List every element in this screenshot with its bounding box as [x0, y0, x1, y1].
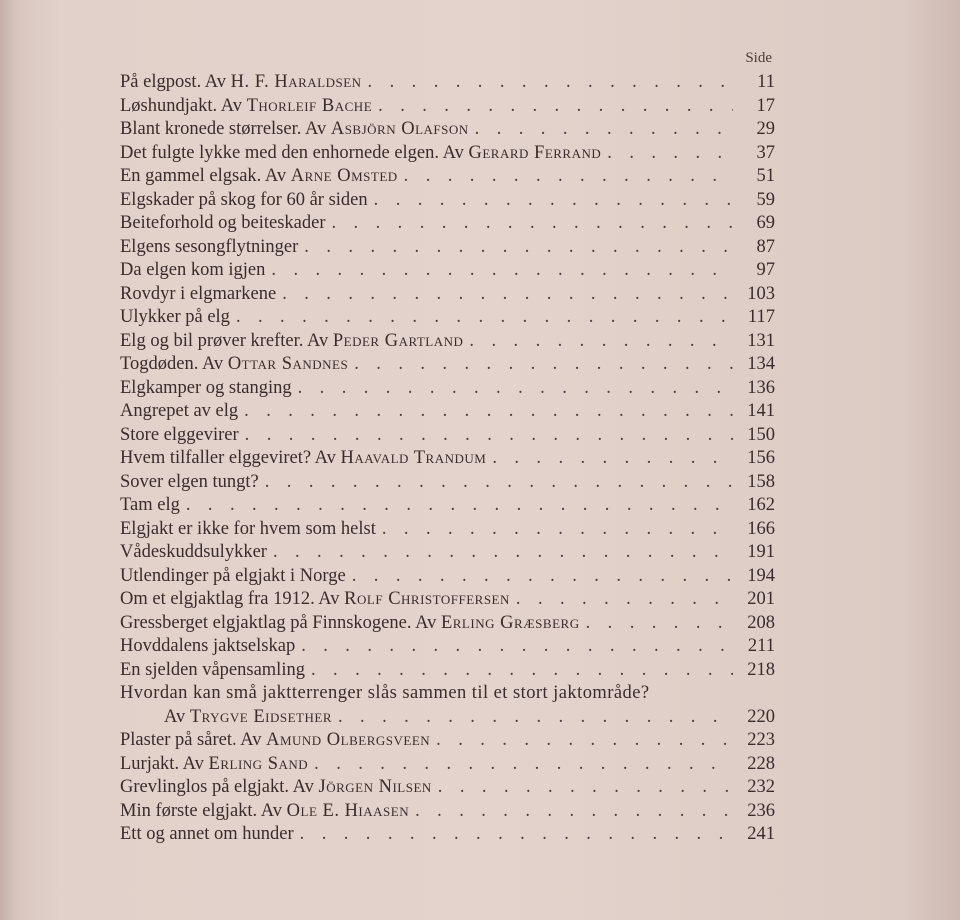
toc-entry-title-text: Hvem tilfaller elggeviret? Av [120, 448, 341, 468]
dot-leader [300, 823, 733, 847]
toc-entry-page: 201 [747, 589, 775, 609]
dot-leader [273, 541, 733, 565]
toc-entry [120, 259, 775, 283]
dot-leader [298, 377, 733, 401]
toc-entry-title [120, 800, 409, 824]
toc-entry-title [120, 306, 230, 330]
toc-entry [120, 330, 775, 354]
toc-entry-title [164, 706, 332, 730]
toc-entry-title-text: Utlendinger på elgjakt i Norge [120, 565, 346, 586]
toc-entry [120, 283, 775, 307]
toc-entry [120, 165, 775, 189]
toc-entry-title [120, 471, 259, 495]
page-column-header: Side [745, 50, 772, 66]
dot-leader [332, 212, 734, 236]
toc-entry-title [120, 753, 308, 777]
toc-entry-title-text: Angrepet av elg [120, 401, 239, 421]
toc-entry [120, 189, 775, 213]
toc-entry-title-text: Det fulgte lykke med den enhornede elgen. Av [120, 142, 469, 163]
table-of-contents [120, 71, 775, 847]
toc-entry [120, 541, 775, 565]
toc-entry-author: Jörgen Nilsen [318, 777, 432, 797]
toc-entry-title [120, 165, 398, 189]
dot-leader [186, 494, 733, 518]
toc-entry-page: 223 [747, 730, 775, 750]
toc-entry-title [120, 330, 463, 354]
toc-entry [120, 306, 775, 330]
dot-leader [352, 565, 733, 589]
toc-entry-page: 69 [756, 213, 775, 233]
toc-entry [120, 236, 775, 260]
toc-entry [120, 729, 775, 753]
toc-entry-page: 241 [747, 824, 775, 844]
toc-entry-title [120, 588, 510, 612]
toc-entry-title [120, 377, 292, 401]
toc-entry-title [120, 259, 265, 283]
toc-entry-title [120, 565, 346, 589]
toc-entry [120, 377, 775, 401]
dot-leader [586, 612, 733, 636]
toc-entry-author: Asbjörn Olafson [330, 119, 469, 139]
toc-entry-title [120, 71, 362, 95]
toc-entry-title-text: Elg og bil prøver krefter. Av [120, 330, 333, 351]
toc-entry-title [120, 212, 326, 236]
dot-leader [368, 71, 733, 95]
toc-entry [120, 494, 775, 518]
toc-entry-title-text: Ulykker på elg [120, 307, 230, 327]
toc-entry-page: 117 [747, 307, 775, 327]
toc-entry-title-text: Sover elgen tungt? [120, 471, 259, 492]
toc-entry-author: Ottar Sandnes [227, 354, 349, 374]
toc-entry-page: 87 [756, 236, 775, 257]
toc-entry-title-text: Min første elgjakt. Av [120, 800, 287, 821]
toc-entry-page: 131 [747, 330, 775, 351]
toc-entry-title-text: Da elgen kom igjen [120, 260, 266, 280]
toc-entry-page: 11 [757, 72, 775, 92]
toc-entry-author: Amund Olbergsveen [266, 730, 431, 750]
toc-entry-title [120, 142, 601, 166]
toc-entry-author: Haavald Trandum [340, 448, 487, 468]
toc-entry-title [120, 424, 239, 448]
dot-leader [304, 236, 733, 260]
dot-leader [382, 518, 733, 542]
toc-entry [120, 518, 775, 542]
toc-entry-title [120, 541, 267, 565]
toc-entry-page: 211 [747, 636, 775, 656]
toc-entry [120, 800, 775, 824]
toc-entry-title [120, 236, 298, 260]
toc-entry-page: 158 [747, 471, 775, 492]
toc-entry-page: 51 [756, 166, 775, 186]
toc-entry-author: Trygve Eidsether [189, 706, 332, 727]
toc-entry [120, 118, 775, 142]
dot-leader [607, 142, 733, 166]
toc-entry-title-text: Løshundjakt. Av [120, 95, 247, 116]
toc-entry-title-text: Om et elgjaktlag fra 1912. Av [120, 589, 345, 609]
toc-entry [120, 565, 775, 589]
toc-entry-author: Thorleif Bache [246, 95, 373, 116]
toc-entry-page: 150 [747, 424, 775, 445]
toc-entry-title-text: Lurjakt. Av [120, 753, 209, 774]
toc-entry-title [120, 118, 469, 142]
toc-entry-title [120, 729, 430, 753]
dot-leader [245, 424, 733, 448]
dot-leader [438, 776, 733, 800]
toc-entry-page: 37 [756, 142, 775, 163]
toc-entry-title [120, 823, 294, 847]
toc-entry-title [120, 612, 580, 636]
toc-entry-title-text: Grevlinglos på elgjakt. Av [120, 777, 319, 797]
toc-entry [120, 353, 775, 377]
toc-trailing-entries [120, 729, 775, 847]
toc-entry-page: 232 [747, 777, 775, 797]
toc-entry-page: 166 [747, 518, 775, 539]
toc-entry-title-text: Rovdyr i elgmarkene [120, 283, 277, 304]
dot-leader [265, 471, 733, 495]
toc-entry-author: Rolf Christoffersen [344, 589, 510, 609]
toc-entry-page: 162 [747, 495, 775, 515]
toc-entry-page: 134 [747, 354, 775, 374]
toc-entry-title-text: Elgskader på skog for 60 år siden [120, 189, 368, 210]
toc-entry-title-text: Gressberget elgjaktlag på Finnskogene. Av [120, 612, 441, 633]
toc-entry-page: 191 [747, 542, 775, 562]
toc-entry-author: Erling Sand [208, 753, 309, 774]
toc-entry [120, 400, 775, 424]
toc-entry-title [120, 659, 305, 683]
dot-leader [311, 659, 733, 683]
dot-leader [378, 95, 733, 119]
toc-entry-title-text: En sjelden våpensamling [120, 659, 305, 680]
toc-entry [120, 95, 775, 119]
toc-entry-title-text: På elgpost. Av [120, 72, 231, 92]
dot-leader [338, 706, 733, 730]
toc-entry-page: 208 [747, 612, 775, 633]
toc-entry [120, 776, 775, 800]
toc-entry-author: H. F. Haraldsen [230, 72, 362, 92]
toc-entry [120, 659, 775, 683]
toc-entry-prefix: Av [164, 706, 190, 727]
toc-entry-page: 228 [747, 753, 775, 774]
toc-entry [120, 447, 775, 471]
toc-entry-title [120, 283, 276, 307]
dot-leader [492, 447, 733, 471]
dot-leader [436, 729, 733, 753]
toc-entry-title-text: Elgjakt er ikke for hvem som helst [120, 518, 376, 539]
toc-entry-title-text: En gammel elgsak. Av [120, 166, 291, 186]
dot-leader [301, 635, 733, 659]
dot-leader [374, 189, 733, 213]
dot-leader [354, 353, 733, 377]
toc-entry-author: Ole E. Hiaasen [286, 800, 410, 821]
toc-entry-page: 103 [747, 283, 775, 304]
toc-entry-author: Peder Gartland [332, 330, 464, 351]
toc-entry [120, 424, 775, 448]
toc-entry-title-text: Togdøden. Av [120, 354, 228, 374]
toc-entry-title-text: Beiteforhold og beiteskader [120, 213, 326, 233]
toc-entry-page: 29 [756, 119, 775, 139]
toc-entry-title [120, 95, 372, 119]
toc-entry-title [120, 447, 486, 471]
toc-entry-author: Erling Græsberg [440, 612, 580, 633]
toc-entry-title-text: Hovddalens jaktselskap [120, 636, 296, 656]
toc-entry [120, 612, 775, 636]
toc-entry [120, 588, 775, 612]
dot-leader [244, 400, 733, 424]
toc-entry-page: 97 [756, 260, 775, 280]
dot-leader [469, 330, 733, 354]
toc-entry-title-text: Store elggevirer [120, 424, 239, 445]
toc-entry-wrapped [120, 682, 775, 729]
toc-entry [120, 471, 775, 495]
toc-entry-title [120, 518, 376, 542]
toc-entry-page: 17 [756, 95, 775, 116]
toc-entry-title [120, 494, 180, 518]
toc-entry-page: 218 [747, 659, 775, 680]
toc-entry-title-line: Hvordan kan små jaktterrenger slås sammen til et stort jaktområde? [120, 683, 650, 703]
dot-leader [271, 259, 733, 283]
toc-entry-title [120, 776, 432, 800]
toc-entry-title-text: Blant kronede størrelser. Av [120, 119, 331, 139]
dot-leader [282, 283, 733, 307]
toc-entry-page: 236 [747, 800, 775, 821]
toc-entry-page: 156 [747, 448, 775, 468]
dot-leader [415, 800, 733, 824]
dot-leader [475, 118, 733, 142]
toc-entry [120, 142, 775, 166]
toc-entry-title-text: Elgkamper og stanging [120, 377, 292, 398]
toc-entry-title [120, 189, 368, 213]
toc-entry-author: Gerard Ferrand [468, 142, 602, 163]
toc-entry [120, 823, 775, 847]
toc-entry-title [120, 400, 238, 424]
toc-entry-page: 194 [747, 565, 775, 586]
dot-leader [236, 306, 733, 330]
toc-entry-title-text: Elgens sesongflytninger [120, 236, 299, 257]
toc-entry [120, 71, 775, 95]
toc-entry [120, 635, 775, 659]
toc-entry-author: Arne Omsted [290, 166, 398, 186]
toc-entry-page: 136 [747, 377, 775, 398]
toc-entry-title [120, 635, 295, 659]
dot-leader [314, 753, 733, 777]
toc-entry-page: 141 [747, 401, 775, 421]
toc-entry-title-text: Vådeskuddsulykker [120, 542, 267, 562]
toc-main-entries [120, 71, 775, 682]
toc-entry-page: 59 [756, 189, 775, 210]
toc-entry-page: 220 [747, 706, 775, 727]
dot-leader [404, 165, 733, 189]
toc-entry-title-text: Tam elg [120, 495, 180, 515]
toc-entry-continuation [120, 706, 775, 730]
toc-entry-title-text: Plaster på såret. Av [120, 730, 267, 750]
toc-entry [120, 753, 775, 777]
toc-entry-title [120, 353, 348, 377]
toc-entry-title-text: Ett og annet om hunder [120, 824, 294, 844]
toc-entry [120, 212, 775, 236]
dot-leader [516, 588, 733, 612]
